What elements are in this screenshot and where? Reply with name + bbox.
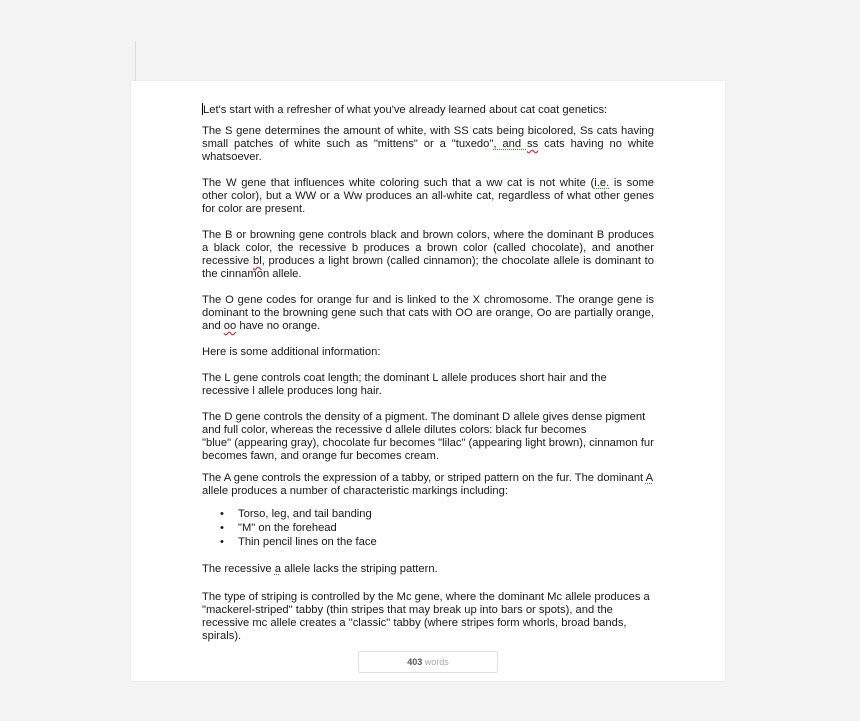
additional-info-heading: Here is some additional information: [202, 346, 381, 358]
a-gene-paragraph: The A gene controls the expression of a tabby, or striped pattern on the fur. The dominant A allele produces a number of characteristic markings including: [202, 472, 653, 497]
background-divider [135, 41, 136, 81]
intro-paragraph: Let's start with a refresher of what you've already learned about cat coat genetics: [203, 104, 608, 116]
list-item: • Torso, leg, and tail banding [202, 507, 654, 521]
list-item: • "M" on the forehead [202, 521, 654, 535]
document-body[interactable] [202, 101, 654, 643]
document-page[interactable] [131, 81, 725, 681]
grammar-mark[interactable]: i.e. [594, 177, 610, 189]
word-count-indicator[interactable] [358, 651, 498, 673]
word-count-number: 403 [407, 657, 423, 667]
mc-gene-paragraph: The type of striping is controlled by the Mc gene, where the dominant Mc allele produces a "mackerel-striped" tabby (thin stripes that may break up into bars or spots), and the recessive mc allele creates a "classic" tabby (where stripes form whorls, broad bands, spirals). [202, 591, 650, 642]
s-gene-paragraph: The S gene determines the amount of white, with SS cats being bicolored, Ss cats having small patches of white such as "mittens" or a "tuxedo", and ss cats having no white whatsoever. [202, 125, 654, 163]
list-item: • Thin pencil lines on the face [202, 535, 654, 549]
w-gene-paragraph: The W gene that influences white coloring such that a ww cat is not white (i.e. is some other color), but a WW or a Ww produces an all-white cat, regardless of what other genes for color are present. [202, 177, 654, 215]
spelling-mark[interactable]: bl [252, 255, 262, 267]
word-count-label: words [424, 657, 449, 667]
b-gene-paragraph: The B or browning gene controls black and brown colors, where the dominant B produces a black color, the recessive b produces a brown color (called chocolate), and another recessive bl, produces a light brown (called cinnamon); the chocolate allele is dominant to the cinnamon allele. [202, 229, 654, 280]
grammar-mark[interactable]: a [274, 563, 281, 575]
markings-list [202, 507, 654, 549]
spelling-mark[interactable]: ss [527, 138, 539, 150]
spelling-mark[interactable]: oo [223, 320, 237, 332]
recessive-paragraph: The recessive a allele lacks the striping pattern. [202, 563, 438, 575]
grammar-mark[interactable]: , and [493, 138, 527, 150]
o-gene-paragraph: The O gene codes for orange fur and is linked to the X chromosome. The orange gene is dominant to the browning gene such that cats with OO are orange, Oo are partially orange, and oo have no orange. [202, 294, 654, 332]
l-gene-paragraph: The L gene controls coat length; the dominant L allele produces short hair and the recessive l allele produces long hair. [202, 372, 607, 397]
d-gene-paragraph: The D gene controls the density of a pigment. The dominant D allele gives dense pigment and full color, whereas the recessive d allele dilutes colors: black fur becomes "blue" (appearing gray), chocolate fur becomes "lilac" (appearing light brown), cinnamon fur becomes fawn, and orange fur becomes cream. [202, 411, 654, 462]
grammar-mark[interactable]: A [645, 472, 653, 484]
